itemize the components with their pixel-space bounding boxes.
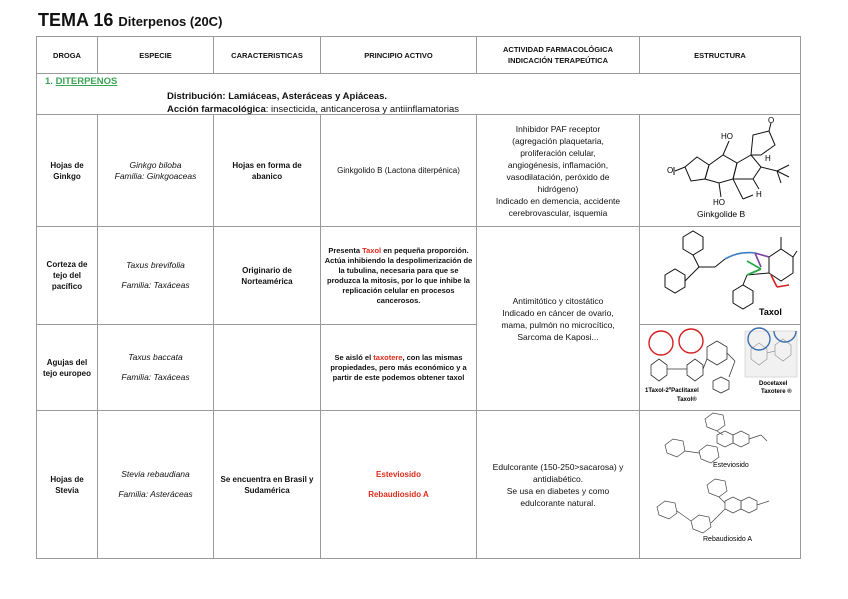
cell-droga: Agujas del tejo europeo [37,325,98,411]
cell-especie [98,411,214,559]
title-sub: Diterpenos (20C) [118,14,223,29]
principio-line: Rebaudiosido A [368,490,429,499]
principio-post: , con las mismas propiedades, pero más económico y a partir de este podemos obtener taxol [330,352,467,382]
struct-label: O [666,166,673,175]
header-actividad-line2: INDICACIÓN TERAPEÚTICA [507,56,608,65]
structure-caption-left-2: Taxol® [676,397,697,403]
act-line: Edulcorante (150-250>sacarosa) y [492,461,624,472]
header-droga: DROGA [37,37,98,74]
act-line: Se usa en diabetes y como [506,485,610,496]
struct-label: O [767,116,774,125]
cell-principio [321,227,477,325]
act-line: Sarcoma de Kaposi... [517,331,599,342]
section-accion [167,104,459,115]
benzene-ring [733,285,753,309]
table-row [37,115,801,227]
section-cell [37,74,801,115]
header-estructura: ESTRUCTURA [640,37,801,74]
drug-table [36,36,801,559]
principio-pre: Presenta [328,245,363,255]
principio-post: en pequeña proporción. [381,245,469,255]
section-number: 1. [45,76,53,87]
act-line: Antimitótico y citostático [512,295,604,306]
cell-actividad [477,115,640,227]
section-distribution: Distribución: Lamiáceas, Asteráceas y Apiáceas. [167,91,388,102]
struct-label: HO [712,198,725,207]
ring [705,155,737,183]
principio-highlight: Taxol [362,245,382,255]
species-family: Familia: Taxáceas [121,280,190,290]
cell-caracteristicas-empty [214,325,321,411]
cell-estructura [640,411,801,559]
struct-label: H [764,154,771,163]
principio-pre: Se aisló el [334,352,374,362]
section-accion-label: Acción farmacológica [167,104,266,115]
structure-caption: Ginkgolide B [696,209,745,219]
cell-caracteristicas: Se encuentra en Brasil y Sudamérica [214,411,321,559]
page-title [38,10,222,31]
table-row [37,227,801,325]
cell-principio: Ginkgolido B (Lactona diterpénica) [321,115,477,227]
header-actividad [477,37,640,74]
species-name: Ginkgo biloba [129,159,182,170]
structure-caption: Rebaudiosido A [702,536,752,543]
cell-especie [98,115,214,227]
taxol-structure [643,227,798,321]
benzene-ring [683,231,703,255]
structure-caption-right: Docetaxel [758,381,787,387]
species-family: Familia: Taxáceas [121,372,190,382]
header-caracteristicas: CARACTERISTICAS [214,37,321,74]
header-row [37,37,801,74]
act-line: Indicado en cáncer de ovario, [502,307,614,318]
act-line: angiogénesis, inflamación, [507,159,609,170]
cell-droga: Hojas de Ginkgo [37,115,98,227]
structure-caption: Taxol [758,307,782,317]
act-line: vasodilatación, peróxido de [506,171,610,182]
principio-rest: Actúa inhibiendo la despolimerización de la tubulina, necesaria para que se produzca la mitosis, por lo que inhibe la replicación celular en procesos cancerosos. [324,255,473,305]
species-name: Taxus brevifolia [126,260,185,270]
header-especie: ESPECIE [98,37,214,74]
ring [769,249,793,281]
principio-line: Esteviosido [376,470,421,479]
cell-estructura [640,115,801,227]
section-row [37,74,801,115]
cell-especie [98,227,214,325]
act-line: mama, pulmón no microcítico, [501,319,615,330]
act-line: edulcorante natural. [520,497,596,508]
cell-principio [321,411,477,559]
act-line: hidrógeno) [537,183,579,194]
title-main: TEMA 16 [38,10,114,30]
species-name: Stevia rebaudiana [121,469,190,479]
act-line: Inhibidor PAF receptor [515,123,601,134]
cell-principio [321,325,477,411]
header-actividad-line1: ACTIVIDAD FARMACOLÓGICA [503,45,613,54]
struct-label: HO [720,132,733,141]
cell-actividad [477,227,640,411]
ring [733,155,761,179]
cell-especie [98,325,214,411]
act-line: proliferación celular, [520,147,596,158]
cell-droga: Hojas de Stevia [37,411,98,559]
table-row [37,325,801,411]
cell-droga: Corteza de tejo del pacífico [37,227,98,325]
act-line: antidiabético. [532,473,584,484]
taxol-docetaxel-structures [643,325,798,407]
section-title [45,76,117,87]
struct-label: H [755,190,762,199]
ginkgolide-structure [643,115,798,223]
species-name: Taxus baccata [128,352,183,362]
cell-caracteristicas: Originario de Norteamérica [214,227,321,325]
stevia-structures [643,411,798,555]
cell-estructura [640,325,801,411]
cell-actividad [477,411,640,559]
ring [751,131,775,155]
structure-caption: Esteviosido [712,462,749,469]
species-family: Familia: Ginkgoaceas [114,170,197,181]
cell-caracteristicas: Hojas en forma de abanico [214,115,321,227]
section-name: DITERPENOS [55,76,118,87]
act-line: Indicado en demencia, accidente [495,195,621,206]
principio-highlight: taxotere [373,352,403,362]
table-row [37,411,801,559]
act-line: cerebrovascular, isquemia [508,207,608,218]
species-family: Familia: Asteráceas [118,489,193,499]
benzene-ring [665,269,685,293]
structure-caption-right-2: Taxotere ® [760,389,792,395]
cell-estructura [640,227,801,325]
act-line: (agregación plaquetaria, [512,135,604,146]
section-accion-text: : insecticida, anticancerosa y antiinflamatorias [265,104,459,115]
structure-caption-left: 1Taxol-2ºPaclitaxel [644,388,699,394]
header-principio: PRINCIPIO ACTIVO [321,37,477,74]
